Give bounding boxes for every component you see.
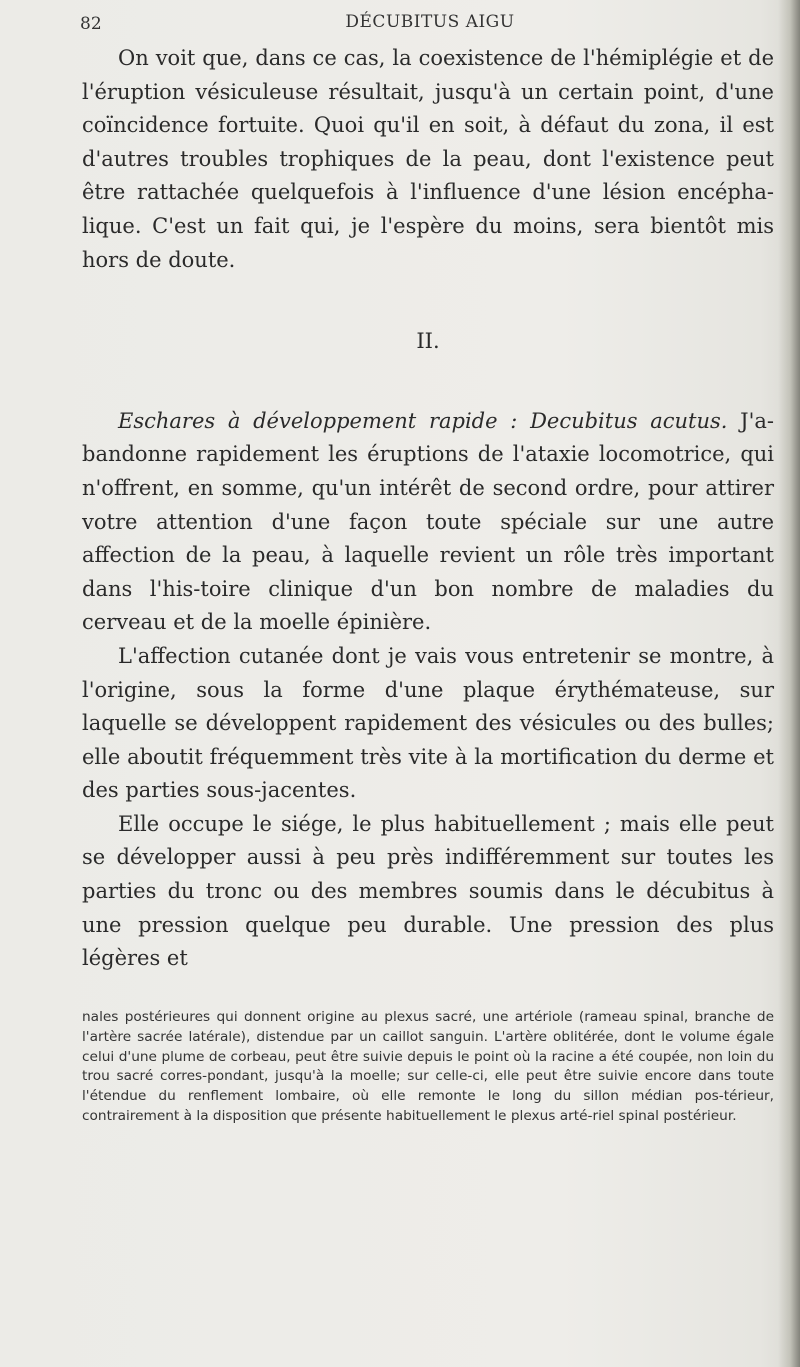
main-text [82, 42, 774, 976]
page-edge-shadow [778, 0, 800, 1367]
section-heading: II. [416, 329, 440, 354]
section-title: Eschares à développement rapide : Decubitus acutus. [118, 408, 728, 433]
footnote [82, 1008, 774, 1127]
running-title: DÉCUBITUS AIGU [345, 12, 515, 32]
page-header [80, 8, 780, 38]
paragraph-3: L'affection cutanée dont je vais vous entretenir se montre, à l'origine, sous la forme d'une plaque érythémateuse, sur laquelle se développent rapidement des vésicules ou des bulles; elle aboutit fréquemment très vite à la mortification du derme et des parties sous-jacentes. [82, 643, 774, 803]
paragraph-2-text: J'a-bandonne rapidement les éruptions de l'ataxie locomotrice, qui n'offrent, en somme, qu'un intérêt de second ordre, pour attirer votre attention d'une façon toute spéciale sur une autre affection de la peau, à laquelle revient un rôle très important dans l'his-toire clinique d'un bon nombre de maladies du cerveau et de la moelle épinière. [82, 408, 774, 635]
footnote-text: nales postérieures qui donnent origine au plexus sacré, une artériole (rameau spinal, branche de l'artère sacrée latérale), distendue par un caillot sanguin. L'artère oblitérée, dont le volume égale celui d'une plume de corbeau, peut être suivie depuis le point où la racine a été coupée, non loin du trou sacré corres-pondant, jusqu'à la moelle; sur celle-ci, elle peut être suivie encore dans toute l'étendue du renflement lombaire, où elle remonte le long du sillon médian pos-térieur, contrairement à la disposition que présente habituellement le plexus arté-riel spinal postérieur. [82, 1009, 774, 1124]
paragraph-4: Elle occupe le siége, le plus habituellement ; mais elle peut se développer aussi à peu près indifféremment sur toutes les parties du tronc ou des membres soumis dans le décubitus à une pression quelque peu durable. Une pression des plus légères et [82, 811, 774, 971]
paragraph-2 [82, 405, 774, 640]
page-number: 82 [80, 14, 102, 34]
paragraph-1: On voit que, dans ce cas, la coexistence de l'hémiplégie et de l'éruption vésiculeuse résultait, jusqu'à un certain point, d'une coïncidence fortuite. Quoi qu'il en soit, à défaut du zona, il est d'autres troubles trophiques de la peau, dont l'existence peut être rattachée quelquefois à l'influence d'une lésion encépha-lique. C'est un fait qui, je l'espère du moins, sera bientôt mis hors de doute. [82, 46, 774, 272]
